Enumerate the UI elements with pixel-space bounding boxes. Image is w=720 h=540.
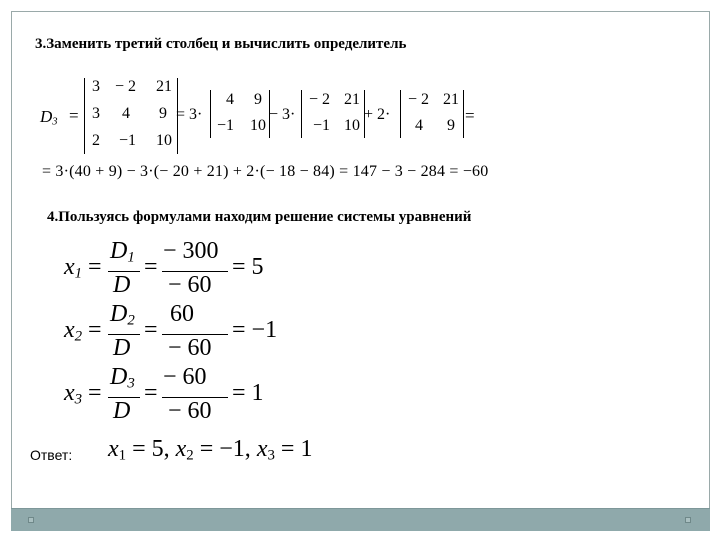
m-cell: 3 [92,105,100,122]
var-x1: $x_1$ [64,254,83,282]
m-cell: 4 [415,117,423,134]
m-cell: 2 [92,132,100,149]
section-4-heading: 4.Пользуясь формулами находим решение системы уравнений [47,209,472,225]
denominator-d: D [113,398,131,424]
eq-sign: = [88,380,102,406]
coef-1: = 3· [176,106,203,123]
m-cell: − 2 [407,91,429,108]
denominator-value: − 60 [168,398,212,424]
m-cell: 3 [92,78,100,95]
coef-2: − 3· [269,106,296,123]
m-cell: −1 [216,117,234,134]
var-x3: $x_3$ [64,380,83,408]
m-cell: −1 [312,117,330,134]
m-cell: −1 [118,132,136,149]
m-cell: 21 [443,91,459,108]
eq-sign: = [88,254,102,280]
numerator-value: 60 [170,301,194,327]
numerator-d3: $D_3$ [110,364,135,392]
m-cell: − 2 [308,91,330,108]
denominator-value: − 60 [168,335,212,361]
result: = 5 [232,254,264,280]
answer-values: $x_1 = 5$, $x_2 = -1$, $x_3 = 1$ [108,436,313,464]
m-cell: 10 [344,117,360,134]
denominator-d: D [113,335,131,361]
d3-equals: = [69,106,79,125]
coef-3: + 2· [364,106,391,123]
m-cell: 9 [159,105,167,122]
m-cell: 4 [226,91,234,108]
d3-label: $D_3$ [40,107,58,128]
footer-marker [685,517,691,523]
numerator-d1: $D_1$ [110,238,135,266]
eq-sign: = [144,380,158,406]
result: = −1 [232,317,278,343]
m-cell: 21 [156,78,172,95]
eq-sign: = [144,317,158,343]
denominator-d: D [113,272,131,298]
result: = 1 [232,380,264,406]
numerator-value: − 300 [163,238,219,264]
m-cell: − 2 [114,78,136,95]
var-x2: $x_2$ [64,317,83,345]
footer-bar [11,508,710,531]
numerator-value: − 60 [163,364,207,390]
eq-sign: = [144,254,158,280]
m-cell: 10 [156,132,172,149]
m-cell: 10 [250,117,266,134]
numerator-d2: $D_2$ [110,301,135,329]
section-3-heading: 3.Заменить третий столбец и вычислить определитель [35,36,407,52]
m-cell: 21 [344,91,360,108]
m-cell: 9 [254,91,262,108]
eq-sign: = [88,317,102,343]
denominator-value: − 60 [168,272,212,298]
trailing-equals: = [465,106,475,125]
m-cell: 9 [447,117,455,134]
m-cell: 4 [122,105,130,122]
answer-label: Ответ: [30,447,73,463]
footer-marker [28,517,34,523]
expansion-line: = 3·(40 + 9) − 3·(− 20 + 21) + 2·(− 18 − 84) = 147 − 3 − 284 = −60 [42,163,489,180]
